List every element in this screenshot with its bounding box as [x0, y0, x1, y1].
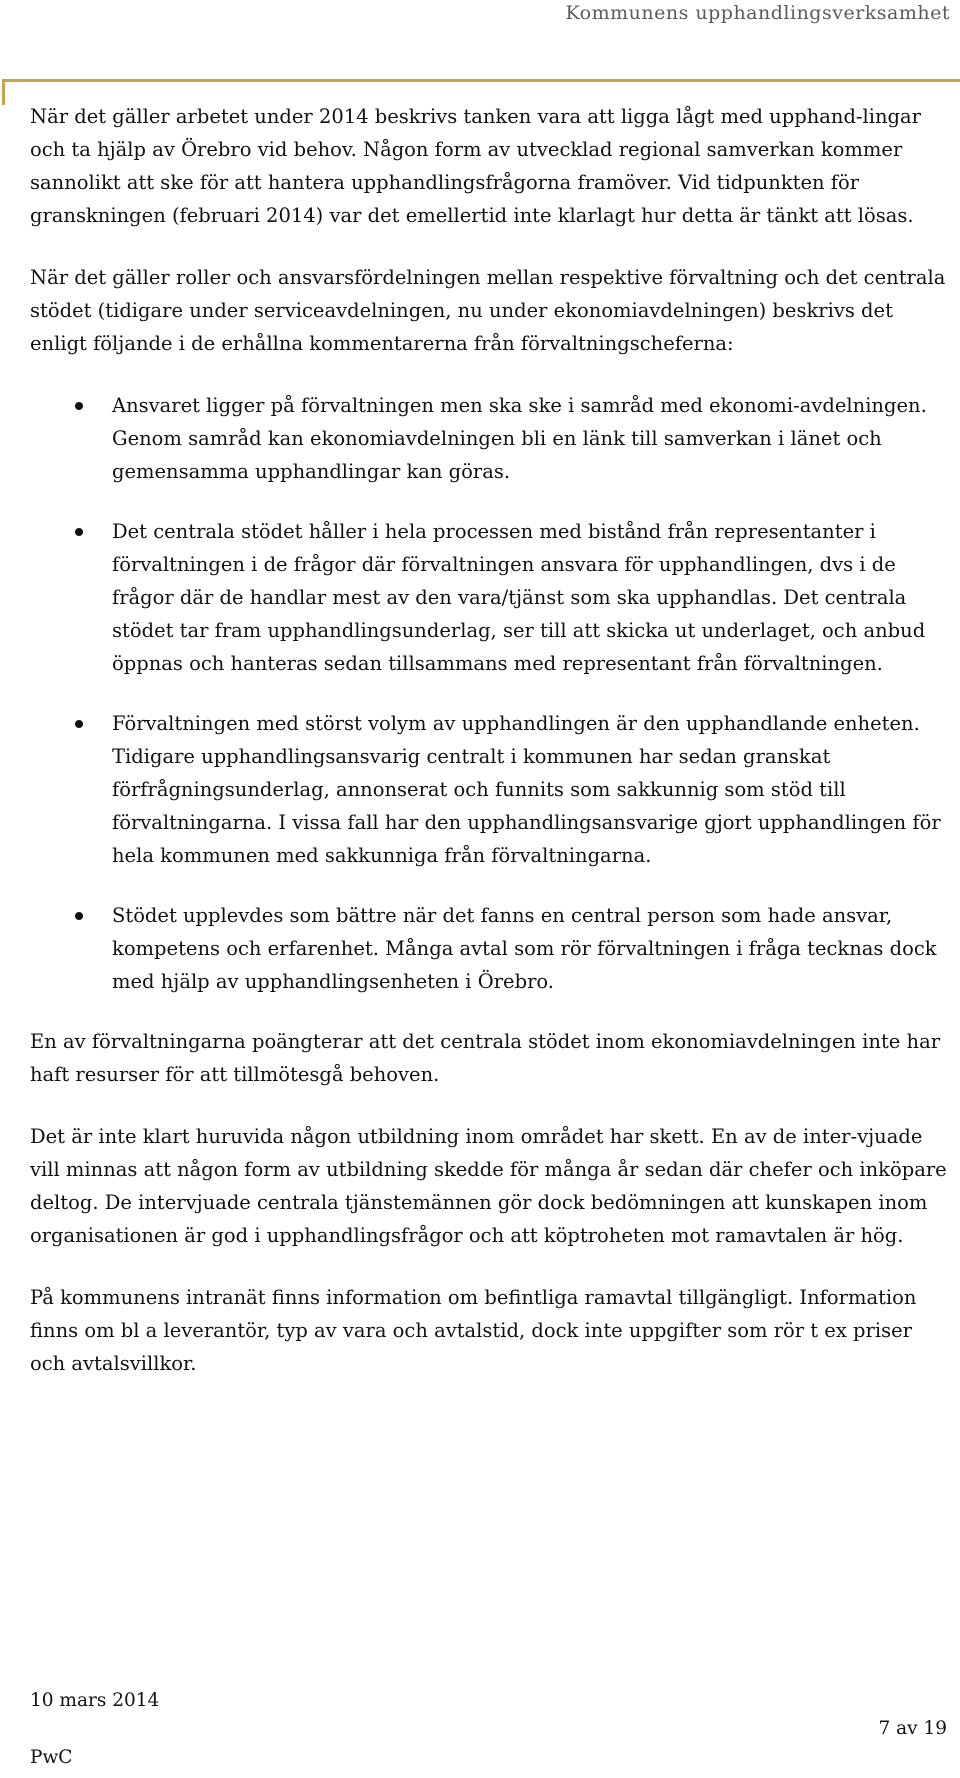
list-item: [30, 899, 950, 998]
header-rule: [2, 79, 960, 82]
list-item: [30, 707, 950, 872]
paragraph-roles-intro: När det gäller roller och ansvarsfördelningen mellan respektive förvaltning och det centrala stödet (tidigare under serviceavdelningen, nu under ekonomiavdelningen) beskrivs det enligt följande i de erhållna kommentarerna från förvaltningscheferna:: [30, 266, 946, 355]
page-number: 7 av 19: [878, 1718, 947, 1739]
document-body: [30, 100, 950, 1409]
list-item-text: Stödet upplevdes som bättre när det fanns en central person som hade ansvar, kompetens och erfarenhet. Många avtal som rör förvaltningen i fråga tecknas dock med hjälp av upphandlingsenheten i Örebro.: [112, 904, 937, 993]
bullet-icon: [75, 720, 83, 728]
paragraph-training: Det är inte klart huruvida någon utbildning inom området har skett. En av de inter-vjuade vill minnas att någon form av utbildning skedde för många år sedan där chefer och inköpare deltog. De intervjuade centrala tjänstemännen gör dock bedömningen att kunskapen inom organisationen är god i upphandlingsfrågor och att köptroheten mot ramavtalen är hög.: [30, 1125, 947, 1247]
footer-date: 10 mars 2014: [30, 1690, 160, 1711]
paragraph-regional-cooperation: När det gäller arbetet under 2014 beskrivs tanken vara att ligga lågt med upphand-lingar och ta hjälp av Örebro vid behov. Någon form av utvecklad regional samverkan kommer sannolikt att ske för att hantera upphandlingsfrågorna framöver. Vid tidpunkten för granskningen (februari 2014) var det emellertid inte klarlagt hur detta är tänkt att lösas.: [30, 105, 921, 227]
paragraph-intranet: På kommunens intranät finns information om befintliga ramavtal tillgängligt. Information finns om bl a leverantör, typ av vara och avtalstid, dock inte uppgifter som rör t ex priser och avtalsvillkor.: [30, 1286, 917, 1375]
roles-bullet-list: [30, 389, 950, 998]
bullet-icon: [75, 912, 83, 920]
bullet-icon: [75, 528, 83, 536]
header-rule-corner: [2, 79, 5, 105]
list-item-text: Det centrala stödet håller i hela processen med bistånd från representanter i förvaltningen i de frågor där förvaltningen ansvara för upphandlingen, dvs i de frågor där de handlar mest av den vara/tjänst som ska upphandlas. Det centrala stödet tar fram upphandlingsunderlag, ser till att skicka ut underlaget, och anbud öppnas och hanteras sedan tillsammans med representant från förvaltningen.: [112, 520, 926, 675]
list-item-text: Ansvaret ligger på förvaltningen men ska ske i samråd med ekonomi-avdelningen. Genom samråd kan ekonomiavdelningen bli en länk till samverkan i länet och gemensamma upphandlingar kan göras.: [112, 394, 927, 483]
list-item-text: Förvaltningen med störst volym av upphandlingen är den upphandlande enheten. Tidigare upphandlingsansvarig centralt i kommunen har sedan granskat förfrågningsunderlag, annonserat och funnits som sakkunnig som stöd till förvaltningarna. I vissa fall har den upphandlingsansvarige gjort upphandlingen för hela kommunen med sakkunniga från förvaltningarna.: [112, 712, 941, 867]
footer-company: PwC: [30, 1747, 73, 1768]
running-header-title: Kommunens upphandlingsverksamhet: [565, 2, 950, 24]
paragraph-resources: En av förvaltningarna poängterar att det centrala stödet inom ekonomiavdelningen inte har haft resurser för att tillmötesgå behoven.: [30, 1030, 941, 1086]
list-item: [30, 389, 950, 488]
bullet-icon: [75, 402, 83, 410]
list-item: [30, 515, 950, 680]
